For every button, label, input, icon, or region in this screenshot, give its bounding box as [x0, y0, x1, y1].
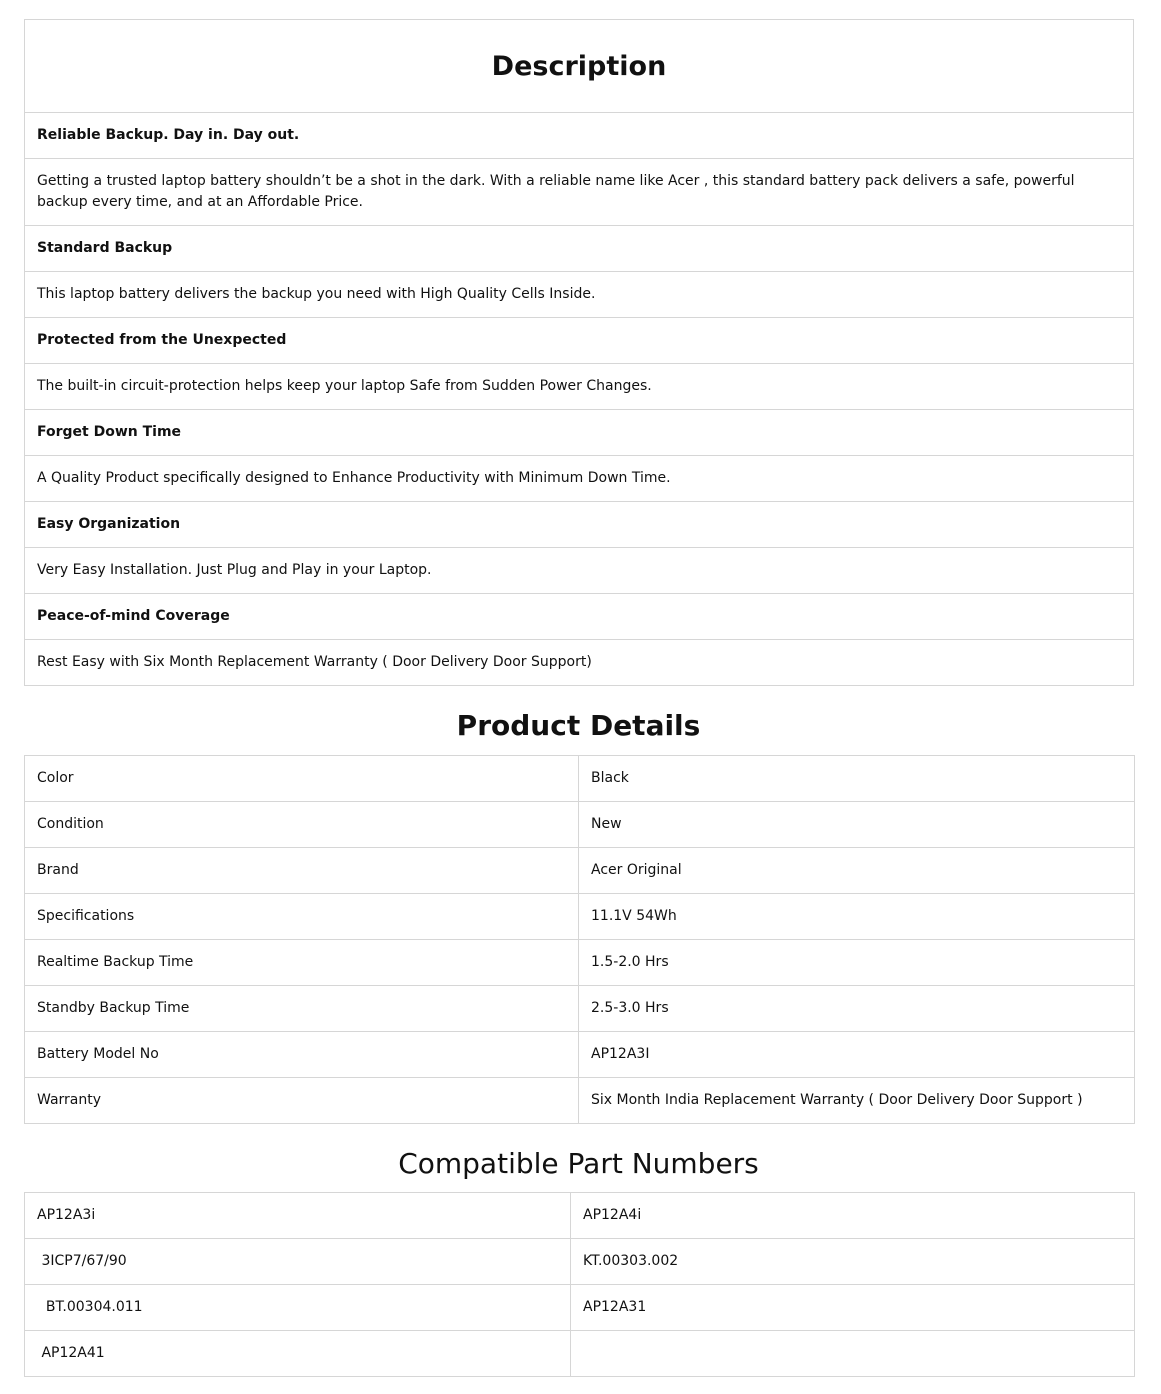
- detail-value: New: [579, 802, 1135, 848]
- table-row: [25, 940, 1135, 986]
- description-table: [24, 19, 1134, 686]
- table-row: [25, 226, 1134, 272]
- feature-text: Getting a trusted laptop battery shouldn’t be a shot in the dark. With a reliable name like Acer , this standard battery pack delivers a safe, powerful backup every time, and at an Affordable Price.: [25, 159, 1134, 226]
- feature-text: A Quality Product specifically designed to Enhance Productivity with Minimum Down Time.: [25, 456, 1134, 502]
- detail-value: Black: [579, 756, 1135, 802]
- product-details-title: Product Details: [456, 709, 701, 742]
- table-row: [25, 1331, 1135, 1377]
- detail-value: 1.5-2.0 Hrs: [579, 940, 1135, 986]
- compatible-parts-table: [24, 1192, 1135, 1377]
- feature-heading: Reliable Backup. Day in. Day out.: [25, 113, 1134, 159]
- description-header-row: [25, 20, 1134, 113]
- detail-label: Specifications: [25, 894, 579, 940]
- table-row: [25, 594, 1134, 640]
- table-row: [25, 986, 1135, 1032]
- part-number: KT.00303.002: [571, 1239, 1135, 1285]
- table-row: [25, 364, 1134, 410]
- part-number-empty: [571, 1331, 1135, 1377]
- table-row: [25, 502, 1134, 548]
- table-row: [25, 159, 1134, 226]
- feature-heading: Protected from the Unexpected: [25, 318, 1134, 364]
- part-number: 3ICP7/67/90: [25, 1239, 571, 1285]
- detail-label: Battery Model No: [25, 1032, 579, 1078]
- feature-heading: Forget Down Time: [25, 410, 1134, 456]
- part-number: BT.00304.011: [25, 1285, 571, 1331]
- feature-text: The built-in circuit-protection helps keep your laptop Safe from Sudden Power Changes.: [25, 364, 1134, 410]
- detail-label: Warranty: [25, 1078, 579, 1124]
- table-row: [25, 1032, 1135, 1078]
- table-row: [25, 548, 1134, 594]
- table-row: [25, 1193, 1135, 1239]
- detail-value: Acer Original: [579, 848, 1135, 894]
- table-row: [25, 640, 1134, 686]
- table-row: [25, 1239, 1135, 1285]
- part-number: AP12A41: [25, 1331, 571, 1377]
- detail-label: Standby Backup Time: [25, 986, 579, 1032]
- table-row: [25, 456, 1134, 502]
- part-number: AP12A4i: [571, 1193, 1135, 1239]
- table-row: [25, 272, 1134, 318]
- feature-text: Very Easy Installation. Just Plug and Play in your Laptop.: [25, 548, 1134, 594]
- feature-heading: Peace-of-mind Coverage: [25, 594, 1134, 640]
- table-row: [25, 848, 1135, 894]
- feature-text: Rest Easy with Six Month Replacement Warranty ( Door Delivery Door Support): [25, 640, 1134, 686]
- table-row: [25, 318, 1134, 364]
- feature-heading: Standard Backup: [25, 226, 1134, 272]
- compatible-parts-title: Compatible Part Numbers: [398, 1147, 759, 1180]
- detail-value: 2.5-3.0 Hrs: [579, 986, 1135, 1032]
- table-row: [25, 894, 1135, 940]
- description-title: Description: [25, 20, 1134, 113]
- detail-value: Six Month India Replacement Warranty ( Door Delivery Door Support ): [579, 1078, 1135, 1124]
- part-number: AP12A31: [571, 1285, 1135, 1331]
- detail-label: Realtime Backup Time: [25, 940, 579, 986]
- table-row: [25, 1078, 1135, 1124]
- detail-label: Color: [25, 756, 579, 802]
- product-details-table: [24, 755, 1135, 1124]
- table-row: [25, 756, 1135, 802]
- feature-heading: Easy Organization: [25, 502, 1134, 548]
- detail-value: 11.1V 54Wh: [579, 894, 1135, 940]
- feature-text: This laptop battery delivers the backup you need with High Quality Cells Inside.: [25, 272, 1134, 318]
- detail-label: Brand: [25, 848, 579, 894]
- part-number: AP12A3i: [25, 1193, 571, 1239]
- detail-value: AP12A3I: [579, 1032, 1135, 1078]
- table-row: [25, 410, 1134, 456]
- table-row: [25, 1285, 1135, 1331]
- table-row: [25, 113, 1134, 159]
- detail-label: Condition: [25, 802, 579, 848]
- table-row: [25, 802, 1135, 848]
